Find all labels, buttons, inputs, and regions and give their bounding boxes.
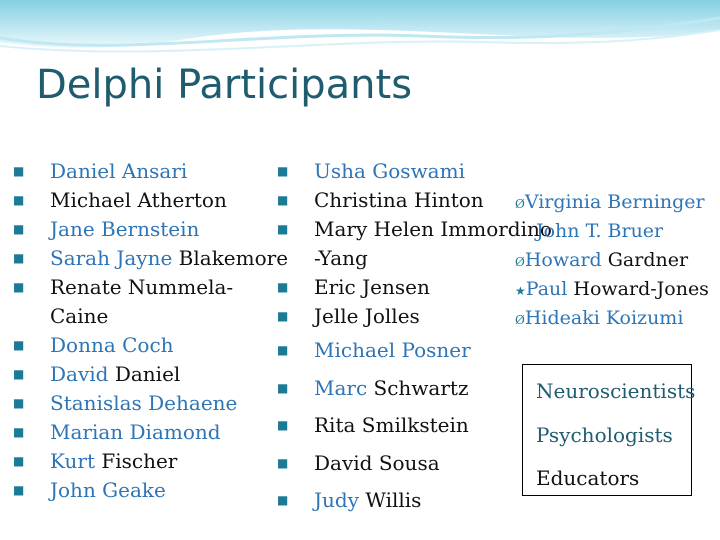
bullet-icon: ■ bbox=[277, 418, 289, 432]
bullet-icon: ■ bbox=[277, 193, 289, 207]
list-item: ■ Jane Bernstein bbox=[13, 215, 288, 244]
bullet-icon: ■ bbox=[277, 493, 289, 507]
bullet-icon: ■ bbox=[13, 367, 25, 381]
list-item: ØHoward Gardner bbox=[515, 249, 689, 271]
list-item: ★Paul Howard-Jones bbox=[515, 278, 709, 300]
bullet-icon: ■ bbox=[277, 455, 289, 470]
bullet-icon: ■ bbox=[13, 396, 25, 410]
list-item: ■ Sarah Jayne Blakemore bbox=[13, 244, 288, 273]
list-item: ■ Renate Nummela- bbox=[13, 273, 288, 302]
legend-psychologists: Psychologists bbox=[536, 423, 673, 447]
list-item: ■ Donna Coch bbox=[13, 331, 288, 360]
list-item: ■ David Sousa bbox=[277, 445, 471, 483]
bullet-icon: ■ bbox=[13, 251, 25, 265]
list-item: ■ Marian Diamond bbox=[13, 418, 288, 447]
page-title: Delphi Participants bbox=[36, 62, 413, 108]
bullet-icon: ■ bbox=[13, 425, 25, 439]
bullet-icon: ■ bbox=[13, 338, 25, 352]
list-item: ■ Eric Jensen bbox=[277, 273, 552, 302]
legend-educators: Educators bbox=[536, 466, 640, 490]
list-item: ■ Usha Goswami bbox=[277, 157, 552, 186]
bullet-icon: ■ bbox=[13, 164, 25, 178]
bullet-icon: ■ bbox=[13, 280, 25, 294]
list-item: ØHideaki Koizumi bbox=[515, 307, 684, 329]
list-item: ■ Daniel Ansari bbox=[13, 157, 288, 186]
bullet-icon: ■ bbox=[13, 483, 25, 497]
list-item: ■ Judy Willis bbox=[277, 482, 471, 520]
legend-box bbox=[522, 364, 696, 496]
list-item: ■ Michael Posner bbox=[277, 332, 471, 370]
star-bullet-icon: ★ bbox=[515, 284, 526, 298]
list-item: ■ Christina Hinton bbox=[277, 186, 552, 215]
list-item: ■ David Daniel bbox=[13, 360, 288, 389]
list-item-continuation: -Yang bbox=[314, 246, 368, 270]
bullet-icon: ■ bbox=[277, 164, 289, 178]
bullet-icon: ■ bbox=[277, 343, 289, 357]
list-item: ■ Marc Schwartz bbox=[277, 370, 471, 408]
arrow-bullet-icon: Ø bbox=[515, 313, 525, 327]
list-item: ■ Stanislas Dehaene bbox=[13, 389, 288, 418]
bullet-icon: ■ bbox=[13, 222, 25, 236]
participants-column-1 bbox=[13, 157, 288, 505]
list-item: ■ Mary Helen Immordino bbox=[277, 215, 552, 244]
list-item: ØVirginia Berninger bbox=[515, 191, 705, 213]
bullet-icon: ■ bbox=[277, 380, 289, 395]
bullet-icon: ■ bbox=[277, 309, 289, 323]
legend-neuroscientists: Neuroscientists bbox=[536, 379, 696, 403]
participants-column-2b bbox=[277, 332, 471, 520]
arrow-bullet-icon: Ø bbox=[515, 255, 525, 269]
list-item: John T. Bruer bbox=[536, 220, 664, 242]
bullet-icon: ■ bbox=[13, 454, 25, 468]
list-item: ■ Kurt Fischer bbox=[13, 447, 288, 476]
arrow-bullet-icon: Ø bbox=[515, 197, 525, 211]
bullet-icon: ■ bbox=[277, 280, 289, 294]
bullet-icon: ■ bbox=[13, 193, 25, 207]
list-item: ■ Michael Atherton bbox=[13, 186, 288, 215]
list-item-continuation: Caine bbox=[50, 304, 109, 328]
list-item: ■ Jelle Jolles bbox=[277, 302, 552, 331]
list-item: ■ Rita Smilkstein bbox=[277, 407, 471, 445]
participants-column-2 bbox=[277, 157, 552, 331]
bullet-icon: ■ bbox=[277, 222, 289, 236]
list-item: ■ John Geake bbox=[13, 476, 288, 505]
